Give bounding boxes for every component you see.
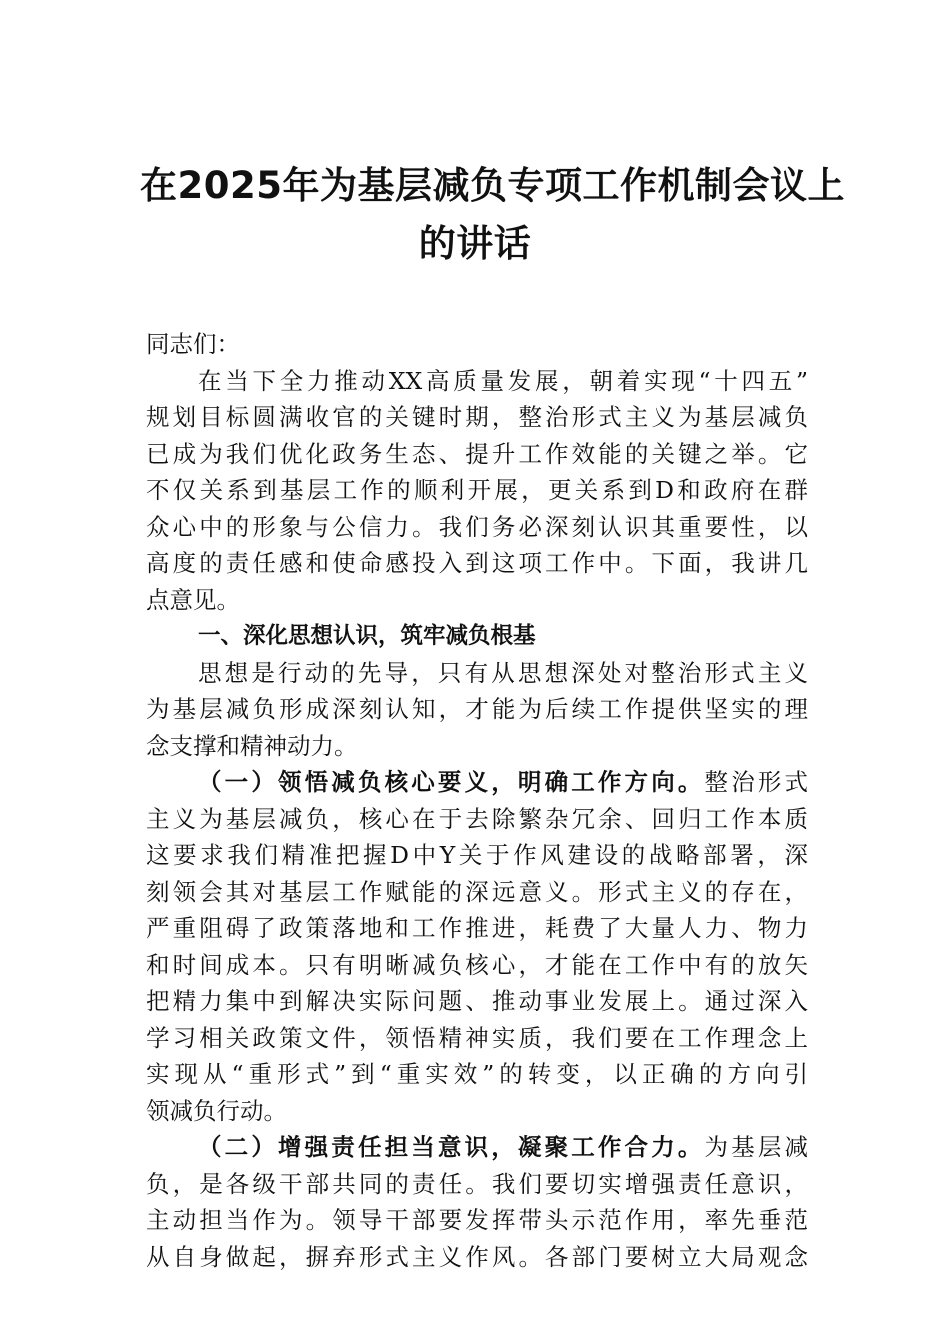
subsection-1: （一）领悟减负核心要义，明确工作方向。整治形式 主义为基层减负，核心在于去除繁杂冗余、回归工作本质 这要求我们精准把握D中Y关于作风建设的战略部署，深 刻领会其对基层工作赋能的深远意义。形式主义的存在， 严重阻碍了政策落地和工作推进，耗费了大量人力、物力 和时间成本。只有明晰减负核心，才能在工作中有的放矢 把精力集中到解决实际问题、推动事业发展上。通过深入 学习相关政策文件，领悟精神实质，我们要在工作理念上 实现从“重形式”到“重实效”的转变，以正确的方向引 领减负行动。 <box>146 764 808 1129</box>
subsection-2-first-line: （二）增强责任担当意识，凝聚工作合力。为基层减 <box>198 1133 809 1161</box>
paragraph-1: 思想是行动的先导，只有从思想深处对整治形式主义 为基层减负形成深刻认知，才能为后续工作提供坚实的理 念支撑和精神动力。 <box>146 658 808 760</box>
subsection-2-title: （二）增强责任担当意识，凝聚工作合力。 <box>198 1133 705 1161</box>
subsection-2: （二）增强责任担当意识，凝聚工作合力。为基层减 负，是各级干部共同的责任。我们要切实增强责任意识， 主动担当作为。领导干部要发挥带头示范作用，率先垂范 从自身做起，摒弃形式主义作风。各部门要树立大局观念 <box>146 1129 808 1275</box>
subsection-1-first-line: （一）领悟减负核心要义，明确工作方向。整治形式 <box>198 768 809 796</box>
document-title <box>140 157 845 273</box>
title-line-1: 在2025年为基层减负专项工作机制会议上 <box>140 164 845 207</box>
title-line-2: 的讲话 <box>418 222 532 265</box>
salutation: 同志们： <box>146 330 240 358</box>
intro-paragraph: 在当下全力推动XX高质量发展，朝着实现“十四五” 规划目标圆满收官的关键时期，整治形式主义为基层减负 已成为我们优化政务生态、提升工作效能的关键之举。它 不仅关系到基层工作的顺利开展，更关系到D和政府在群 众心中的形象与公信力。我们务必深刻认识其重要性，以 高度的责任感和使命感投入到这项工作中。下面，我讲几 点意见。 <box>146 366 808 614</box>
document-body <box>146 326 808 1275</box>
section-heading-1: 一、深化思想认识，筑牢减负根基 <box>198 623 536 649</box>
subsection-1-title: （一）领悟减负核心要义，明确工作方向。 <box>198 768 705 796</box>
